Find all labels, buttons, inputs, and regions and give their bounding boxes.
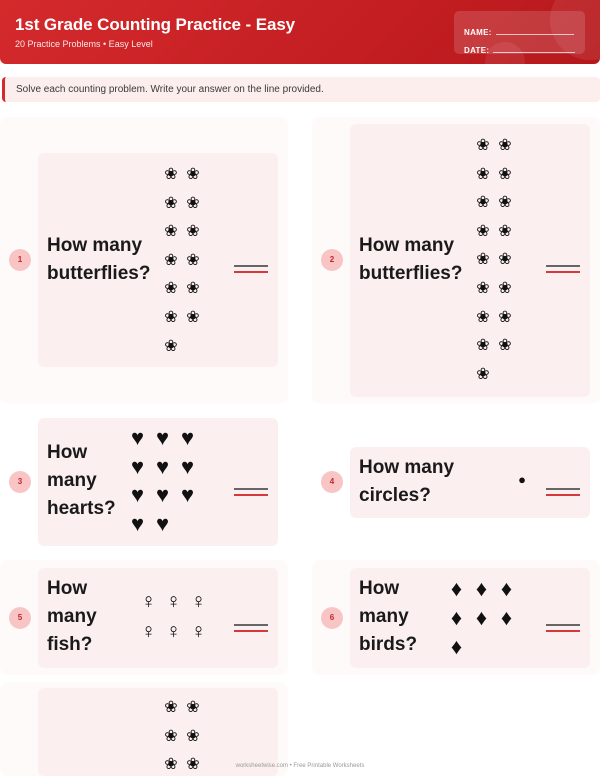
answer-line[interactable] xyxy=(234,624,268,633)
flower-icon: ❀ xyxy=(186,308,200,326)
flower-icon: ❀ xyxy=(186,251,200,269)
problem-question: How many hearts? xyxy=(47,442,116,519)
flower-icon: ❀ xyxy=(498,337,512,355)
flower-icon: ❀ xyxy=(476,165,490,183)
diamond-icon: ♦ xyxy=(450,634,463,659)
diamond-icon: ♦ xyxy=(500,605,513,630)
flower-icon: ❀ xyxy=(186,699,200,716)
flower-icon: ❀ xyxy=(164,166,178,183)
flower-icon: ❀ xyxy=(186,727,200,745)
name-date-box xyxy=(454,11,585,54)
heart-icon: ♥ xyxy=(130,425,145,450)
heart-icon: ♥ xyxy=(155,453,170,479)
flower-icon: ❀ xyxy=(476,222,490,240)
flower-icon: ❀ xyxy=(498,137,512,154)
flower-icon: ❀ xyxy=(498,194,512,212)
flower-icon: ❀ xyxy=(186,166,200,183)
answer-line[interactable] xyxy=(234,488,268,497)
female-sign-icon: ♀ xyxy=(140,620,157,643)
heart-icon: ♥ xyxy=(155,482,170,507)
flower-icon: ❀ xyxy=(164,308,178,326)
problem-number-badge: 3 xyxy=(9,471,31,493)
heart-icon: ♥ xyxy=(155,425,170,450)
flower-icon: ❀ xyxy=(476,194,490,212)
diamond-icon: ♦ xyxy=(450,605,463,630)
problem-question: How many butterflies? xyxy=(359,235,463,284)
flower-icon: ❀ xyxy=(164,727,178,745)
page-subtitle: 20 Practice Problems • Easy Level xyxy=(15,39,153,49)
heart-icon: ♥ xyxy=(180,425,195,450)
flower-icon: ❀ xyxy=(164,337,178,355)
flower-icon: ❀ xyxy=(186,756,200,774)
flower-icon: ❀ xyxy=(498,308,512,326)
icon-group xyxy=(514,472,530,492)
heart-icon: ♥ xyxy=(130,453,145,479)
flower-icon: ❀ xyxy=(476,279,490,297)
female-sign-icon: ♀ xyxy=(140,590,157,613)
heart-icon: ♥ xyxy=(130,510,145,536)
page-title: 1st Grade Counting Practice - Easy xyxy=(15,15,296,34)
flower-icon: ❀ xyxy=(476,308,490,326)
date-label: DATE: xyxy=(464,46,490,55)
flower-icon: ❀ xyxy=(186,223,200,241)
instructions-banner: Solve each counting problem. Write your answer on the line provided. xyxy=(2,77,600,102)
flower-icon: ❀ xyxy=(164,223,178,241)
flower-icon: ❀ xyxy=(186,280,200,298)
flower-icon: ❀ xyxy=(476,365,490,383)
flower-icon: ❀ xyxy=(164,280,178,298)
flower-icon: ❀ xyxy=(164,756,178,774)
problem-number-badge: 2 xyxy=(321,249,343,271)
diamond-icon: ♦ xyxy=(450,576,463,601)
diamond-icon: ♦ xyxy=(475,576,488,601)
flower-icon: ❀ xyxy=(498,251,512,269)
problem-question: How many circles? xyxy=(359,457,455,506)
flower-icon: ❀ xyxy=(498,222,512,240)
flower-icon: ❀ xyxy=(476,137,490,154)
name-field[interactable] xyxy=(464,28,574,37)
heart-icon: ♥ xyxy=(180,453,195,479)
circle-icon: ● xyxy=(518,472,526,487)
diamond-icon: ♦ xyxy=(500,576,513,601)
icon-group xyxy=(125,424,200,538)
flower-icon: ❀ xyxy=(186,194,200,212)
flower-icon: ❀ xyxy=(164,251,178,269)
flower-icon: ❀ xyxy=(164,699,178,716)
date-line xyxy=(493,52,575,53)
problem-number-badge: 5 xyxy=(9,607,31,629)
name-line xyxy=(496,34,574,35)
problem-question: How many birds? xyxy=(359,578,418,655)
name-label: NAME: xyxy=(464,28,492,37)
flower-icon: ❀ xyxy=(164,194,178,212)
female-sign-icon: ♀ xyxy=(165,590,182,613)
female-sign-icon: ♀ xyxy=(190,590,207,613)
female-sign-icon: ♀ xyxy=(190,620,207,643)
heart-icon: ♥ xyxy=(130,482,145,507)
female-sign-icon: ♀ xyxy=(165,620,182,643)
worksheet-header xyxy=(0,0,600,64)
heart-icon: ♥ xyxy=(155,510,170,536)
answer-line[interactable] xyxy=(234,265,268,274)
problem-number-badge: 1 xyxy=(9,249,31,271)
diamond-icon: ♦ xyxy=(475,605,488,630)
icon-group xyxy=(160,164,204,364)
icon-group xyxy=(444,574,519,661)
flower-icon: ❀ xyxy=(476,337,490,355)
flower-icon: ❀ xyxy=(476,251,490,269)
heart-icon: ♥ xyxy=(180,482,195,507)
problem-number-badge: 6 xyxy=(321,607,343,629)
answer-line[interactable] xyxy=(546,488,580,497)
problem-question: How many fish? xyxy=(47,578,97,655)
answer-line[interactable] xyxy=(546,265,580,274)
icon-group xyxy=(472,135,516,392)
answer-line[interactable] xyxy=(546,624,580,633)
footer-credit: worksheetwise.com • Free Printable Worksheets xyxy=(235,763,365,769)
problem-question: How many butterflies? xyxy=(47,235,151,284)
problem-number-badge: 4 xyxy=(321,471,343,493)
date-field[interactable] xyxy=(464,46,575,55)
flower-icon: ❀ xyxy=(498,165,512,183)
icon-group xyxy=(136,587,211,647)
flower-icon: ❀ xyxy=(498,279,512,297)
